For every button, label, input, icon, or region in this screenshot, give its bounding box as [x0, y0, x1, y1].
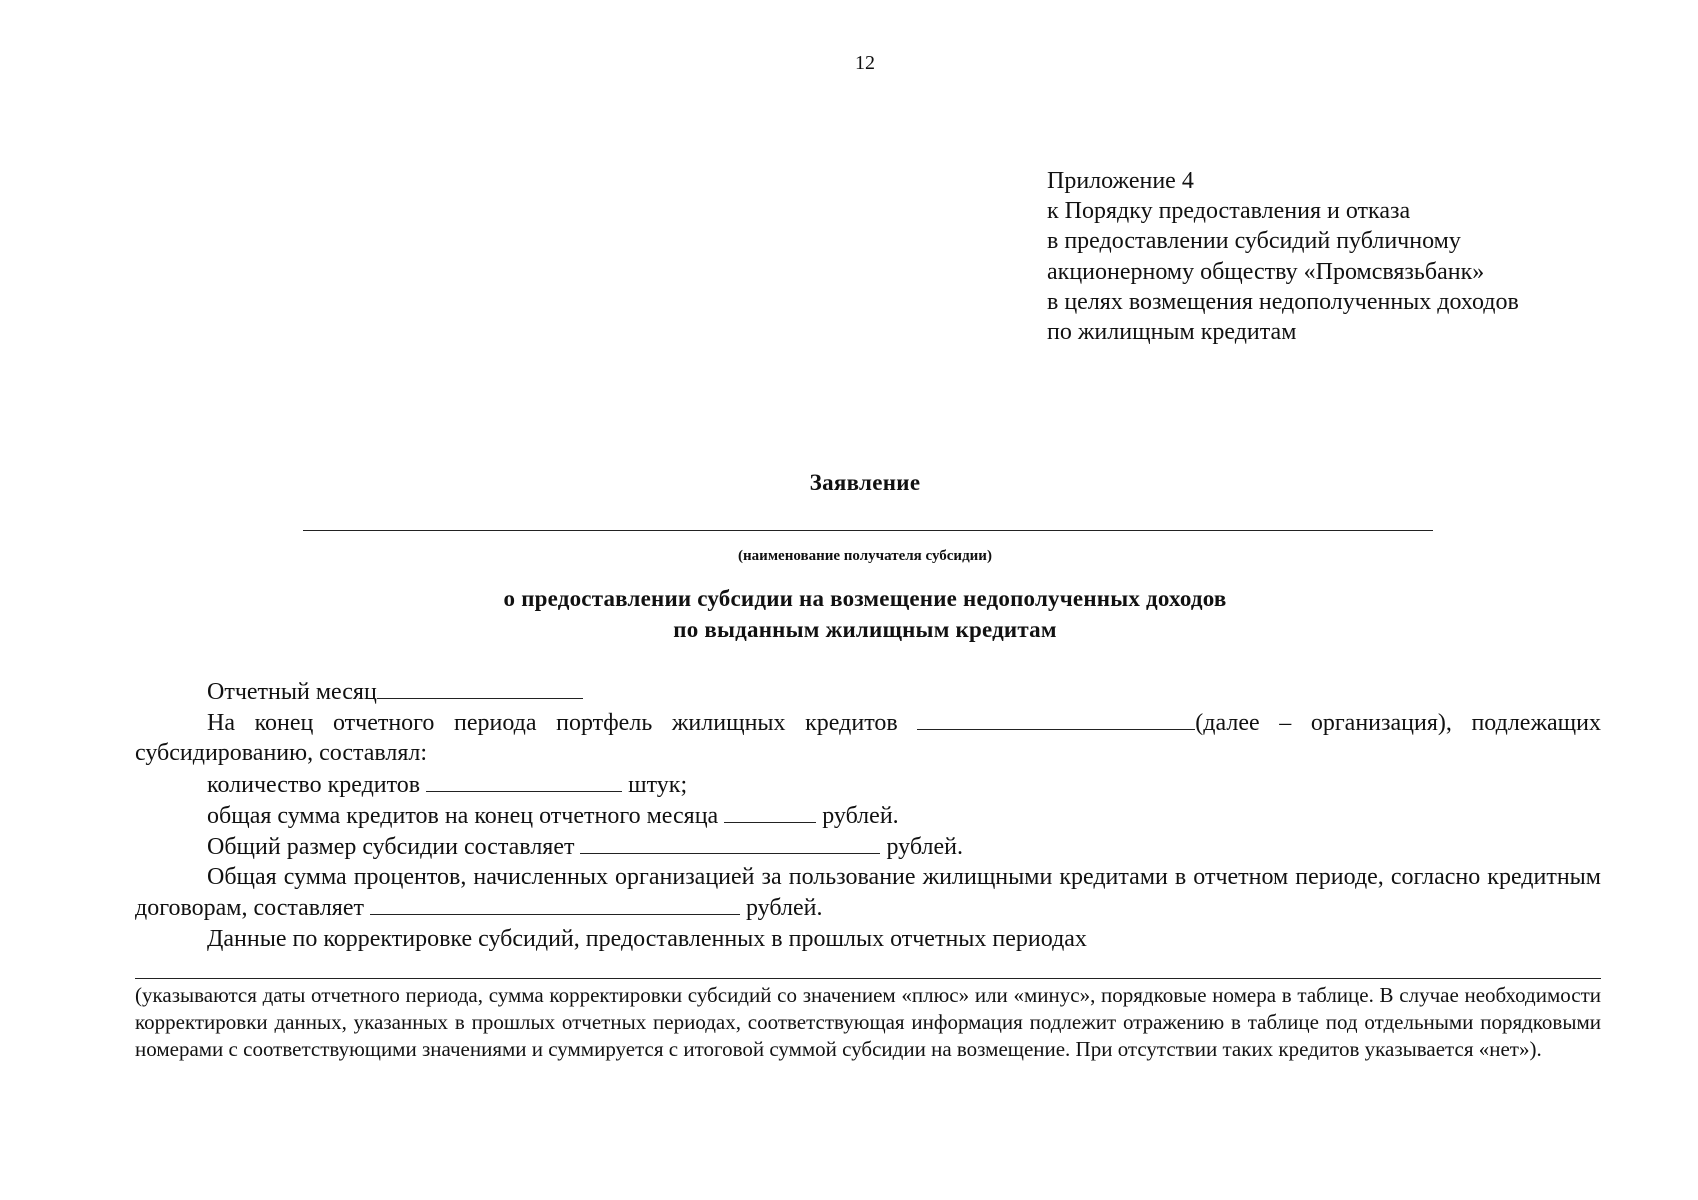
credits-sum-field[interactable]: [724, 800, 816, 823]
annex-line: в предоставлении субсидий публичному: [1047, 228, 1461, 255]
credits-count-label: количество кредитов: [207, 771, 421, 798]
annex-line: в целях возмещения недополученных доходов: [1047, 288, 1519, 315]
interest-label: Общая сумма процентов, начисленных организацией за пользование жилищными кредитами в отчетном периоде, согласно кредитным договорам, составляет: [135, 864, 1601, 922]
credits-count-row: [135, 769, 1601, 800]
document-subject: [0, 583, 1698, 645]
annex-header: [1047, 166, 1519, 347]
portfolio-row: [135, 707, 1601, 768]
subsidy-total-row: [135, 831, 1601, 862]
reporting-month-field[interactable]: [377, 676, 583, 699]
interest-row: [135, 862, 1601, 923]
recipient-name-field[interactable]: [303, 530, 1433, 531]
subject-line-1: о предоставлении субсидии на возмещение недополученных доходов: [503, 586, 1227, 611]
annex-line: акционерному обществу «Промсвязьбанк»: [1047, 258, 1485, 285]
credits-count-unit: штук;: [628, 771, 688, 798]
corrections-label: Данные по корректировке субсидий, предоставленных в прошлых отчетных периодах: [207, 925, 1087, 952]
credits-sum-unit: рублей.: [822, 802, 899, 829]
corrections-field[interactable]: [135, 978, 1601, 979]
reporting-month-row: [135, 676, 1601, 707]
interest-unit: рублей.: [745, 895, 823, 922]
interest-field[interactable]: [370, 892, 740, 915]
recipient-name-caption: (наименование получателя субсидии): [738, 548, 992, 564]
subsidy-total-field[interactable]: [580, 831, 880, 854]
credits-count-field[interactable]: [426, 769, 622, 792]
annex-line: Приложение 4: [1047, 168, 1194, 194]
corrections-row: [135, 924, 1601, 954]
reporting-month-label: Отчетный месяц: [207, 679, 377, 705]
subsidy-total-label: Общий размер субсидии составляет: [207, 834, 575, 861]
document-title: Заявление: [809, 470, 921, 495]
credits-sum-row: [135, 800, 1601, 831]
portfolio-prefix: На конец отчетного периода портфель жилищных кредитов: [207, 710, 898, 737]
annex-line: по жилищным кредитам: [1047, 319, 1297, 346]
form-body: [135, 676, 1601, 954]
subsidy-total-unit: рублей.: [886, 834, 963, 861]
corrections-note: (указываются даты отчетного периода, сумма корректировки субсидий со значением «плюс» или «минус», порядковые номера в таблице. В случае необходимости корректировки данных, указанных в прошлых отчетных периодах, соответствующая информация подлежит отражению в таблице под отдельными порядковыми номерами с соответствующими значениями и суммируется с итоговой суммой субсидии на возмещение. При отсутствии таких кредитов указывается «нет»).: [135, 983, 1601, 1061]
credits-sum-label: общая сумма кредитов на конец отчетного месяца: [207, 802, 719, 829]
subject-line-2: по выданным жилищным кредитам: [673, 617, 1057, 642]
page-number: 12: [855, 52, 875, 74]
portfolio-field[interactable]: [917, 707, 1195, 730]
portfolio-suffix: (далее – организация), подлежащих субсидированию, составлял:: [135, 710, 1602, 767]
annex-line: к Порядку предоставления и отказа: [1047, 198, 1411, 225]
